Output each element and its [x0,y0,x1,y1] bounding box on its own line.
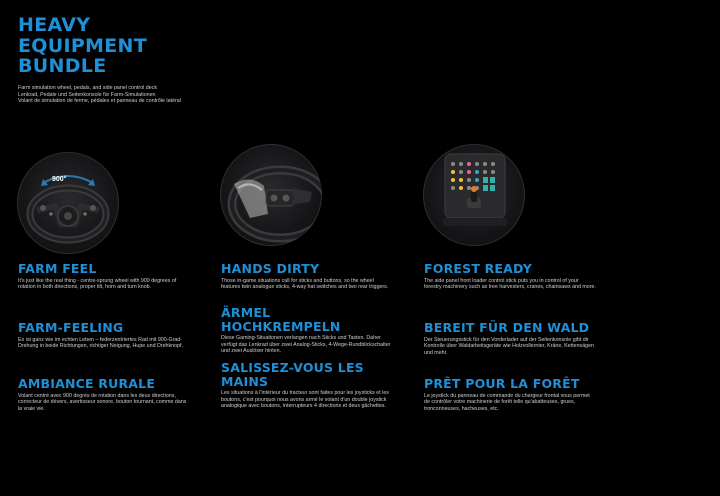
section-body: Le joystick du panneau de commande du chargeur frontal vous permet de contrôler votre machinerie de forêt telle qu'abatteuses, grues, tronconneuses, hacheuses, etc. [424,392,590,412]
section-heading: FOREST READY [424,261,532,276]
wheel-closeup-icon [220,144,322,246]
side-panel-icon [423,144,525,246]
section-heading: SALISSEZ-VOUS LES MAINS [221,360,364,389]
section-body: It's just like the real thing - centre-sprung wheel with 900 degrees of rotation in both directions, proper tilt, horn and turn knob. [18,277,177,290]
subtitle-fr: Volant de simulation de ferme, pédales et panneau de contrôle latéral [18,98,181,105]
section-heading: FARM FEEL [18,261,97,276]
joystick-wheel-product-image [220,144,322,246]
page-title [18,15,258,77]
title-line: HEAVY [18,14,91,36]
section-body: Les situations à l'intérieur du tracteur sont faites pour les joysticks et les boutons, c'est pourquoi nous avons armé le volant d'un double joystick analogique avec boutons, interrupteurs 4 directions et deux gâchettes. [221,390,389,409]
section-body: Diese Gaming-Situationen verlangen nach Sticks und Tasten. Daher verfügt das Lenkrad über zwei Analog-Sticks, 4-Wege-Rundblickschalter und zwei Auslöser hinten. [221,335,391,354]
side-panel-product-image [423,144,525,246]
section-heading: ÄRMEL HOCHKREMPELN [221,305,341,334]
section-heading: AMBIANCE RURALE [18,376,156,391]
section-body: Es ist ganz wie im echten Leben – federzentriertes Rad mit 900-Grad-Drehung in beide Richtungen, richtiger Neigung, Hupe und Drehknopf. [18,336,183,349]
subtitle-block [18,85,278,105]
subtitle-de: Lenkrad, Pedale und Seitenkonsole für Farm-Simulationen [18,91,156,98]
section-body: Those in-game situations call for sticks and buttons, so the wheel features twin analogue sticks, 4-way hat switches and two rear triggers. [221,277,389,290]
section-heading: PRÊT POUR LA FORÊT [424,376,580,391]
section-heading: BEREIT FÜR DEN WALD [424,320,590,335]
subtitle-en: Farm simulation wheel, pedals, and side panel control deck [18,85,157,91]
title-line: BUNDLE [18,55,107,77]
section-body: Der Steuerungsstick für den Vorderlader auf der Seitenkonsole gibt dir Kontrolle über Waldarbeitsgeräte wie Holzvollernter, Kräne, Kettensägen und mehr. [424,336,594,356]
steering-wheel-icon [17,152,119,254]
title-line: EQUIPMENT [18,34,148,57]
section-heading: FARM-FEELING [18,320,124,335]
section-body: Volant centré avec 900 degrés de rotation dans les deux directions, correcteur de dévers, avertisseur sonore, bouton tournant, comme dans la vraie vie. [18,392,187,412]
section-heading: HANDS DIRTY [221,261,320,276]
rotation-label: 900° [52,176,67,183]
wheel-product-image [17,152,119,254]
section-body: The side panel front loader control stick puts you in control of your forestry machinery such as tree harvesters, cranes, chainsaws and more. [424,277,596,290]
